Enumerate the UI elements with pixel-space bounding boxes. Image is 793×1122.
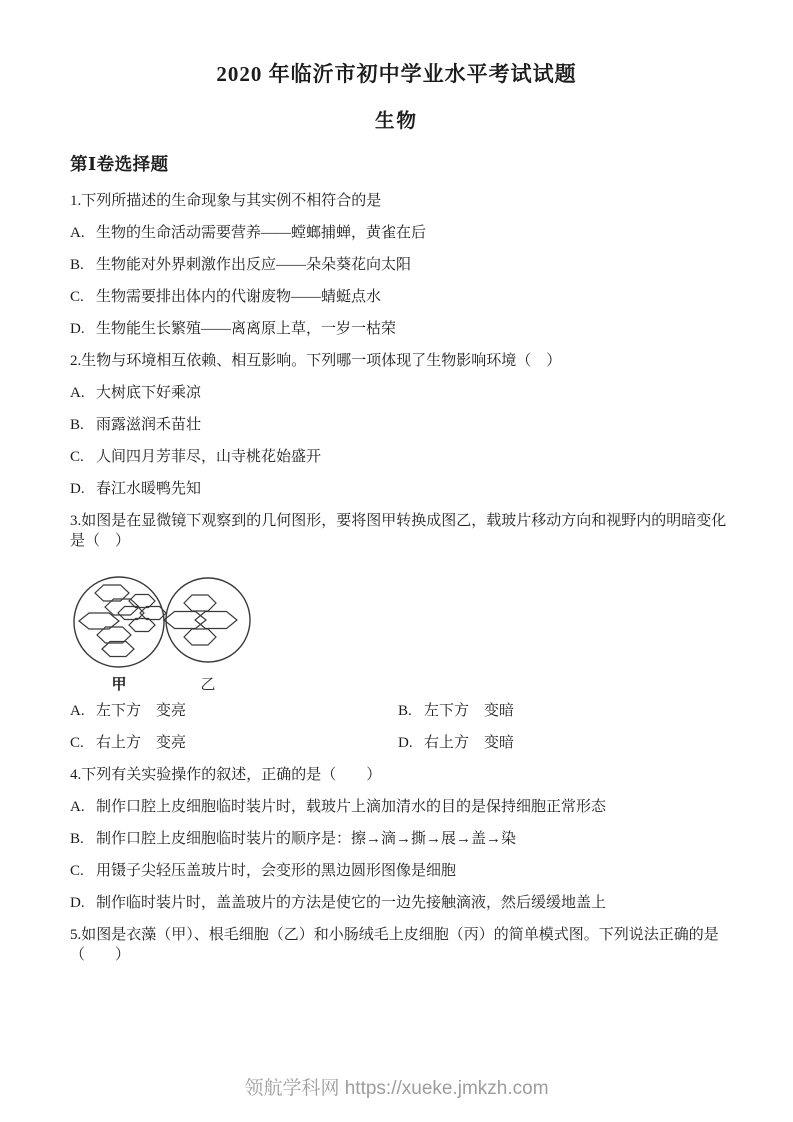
option-label: C. — [70, 863, 84, 879]
option-line — [70, 479, 739, 499]
question-5 — [70, 925, 739, 965]
option-line — [70, 893, 739, 913]
option-line — [70, 861, 739, 881]
question-3 — [70, 511, 739, 753]
option-line — [70, 797, 739, 817]
option-text: 春江水暖鸭先知 — [96, 481, 202, 497]
option-text: 制作口腔上皮细胞临时装片时，载玻片上滴加清水的目的是保持细胞正常形态 — [96, 799, 607, 815]
option-line — [70, 255, 739, 275]
option-text: 制作临时装片时，盖盖玻片的方法是使它的一边先接触滴液，然后缓缓地盖上 — [96, 895, 607, 911]
option-text: 生物的生命活动需要营养——螳螂捕蝉，黄雀在后 — [96, 225, 427, 241]
doc-title: 2020 年临沂市初中学业水平考试试题 — [216, 62, 577, 86]
option-text: 左下方 变亮 — [96, 703, 187, 719]
question-stem: 3.如图是在显微镜下观察到的几何图形，要将图甲转换成图乙，载玻片移动方向和视野内的明暗变化是（ ） — [70, 513, 727, 549]
option-label: D. — [70, 481, 85, 497]
footer-watermark: 领航学科网 https://xueke.jmkzh.com — [244, 1078, 549, 1099]
option-text: 用镊子尖轻压盖玻片时，会变形的黑边圆形图像是细胞 — [96, 863, 457, 879]
microscope-figure — [72, 563, 739, 695]
option-label: D. — [70, 895, 85, 911]
option-text: 大树底下好乘凉 — [96, 385, 202, 401]
option-text: 生物能生长繁殖——离离原上草，一岁一枯荣 — [96, 321, 397, 337]
option-text: 生物能对外界刺激作出反应——朵朵葵花向太阳 — [96, 257, 412, 273]
option-label: B. — [70, 831, 84, 847]
question-stem: 1.下列所描述的生命现象与其实例不相符合的是 — [70, 193, 382, 209]
option-line — [70, 733, 398, 753]
option-label: B. — [398, 703, 412, 719]
question-stem: 5.如图是衣藻（甲）、根毛细胞（乙）和小肠绒毛上皮细胞（丙）的简单模式图。下列说法正确的是（ ） — [70, 927, 719, 963]
option-text: 制作口腔上皮细胞临时装片的顺序是：擦→滴→撕→展→盖→染 — [96, 831, 517, 847]
option-label: A. — [70, 225, 85, 241]
option-row — [70, 733, 739, 753]
option-line — [70, 447, 739, 467]
option-label: C. — [70, 735, 84, 751]
option-label: A. — [70, 799, 85, 815]
option-text: 右上方 变亮 — [96, 735, 187, 751]
option-label: B. — [70, 417, 84, 433]
option-label: B. — [70, 257, 84, 273]
option-line — [70, 223, 739, 243]
option-line — [398, 733, 726, 753]
question-stem: 2.生物与环境相互依赖、相互影响。下列哪一项体现了生物影响环境（ ） — [70, 353, 562, 369]
option-label: D. — [70, 321, 85, 337]
option-line — [70, 319, 739, 339]
doc-subject: 生物 — [374, 111, 418, 132]
exam-content — [70, 151, 739, 965]
option-line — [70, 415, 739, 435]
question-stem: 4.下列有关实验操作的叙述，正确的是（ ） — [70, 767, 382, 783]
option-line — [70, 829, 739, 849]
option-line — [398, 701, 726, 721]
field-view-jia — [74, 577, 166, 667]
option-label: D. — [398, 735, 413, 751]
option-label: C. — [70, 449, 84, 465]
option-line — [70, 383, 739, 403]
option-text: 右上方 变暗 — [424, 735, 515, 751]
figure-label-yi: 乙 — [200, 677, 216, 693]
option-label: A. — [70, 385, 85, 401]
option-line — [70, 287, 739, 307]
question-4 — [70, 765, 739, 913]
option-label: A. — [70, 703, 85, 719]
microscope-figure-svg — [72, 563, 304, 695]
question-2 — [70, 351, 739, 499]
option-text: 生物需要排出体内的代谢废物——蜻蜓点水 — [96, 289, 382, 305]
option-row — [70, 701, 739, 721]
field-view-yi — [164, 578, 250, 662]
section-header: 第Ⅰ卷选择题 — [70, 154, 169, 174]
option-text: 人间四月芳菲尽，山寺桃花始盛开 — [96, 449, 322, 465]
question-1 — [70, 191, 739, 339]
option-text: 雨露滋润禾苗壮 — [96, 417, 202, 433]
figure-label-jia: 甲 — [111, 677, 127, 693]
option-line — [70, 701, 398, 721]
option-label: C. — [70, 289, 84, 305]
option-text: 左下方 变暗 — [424, 703, 515, 719]
